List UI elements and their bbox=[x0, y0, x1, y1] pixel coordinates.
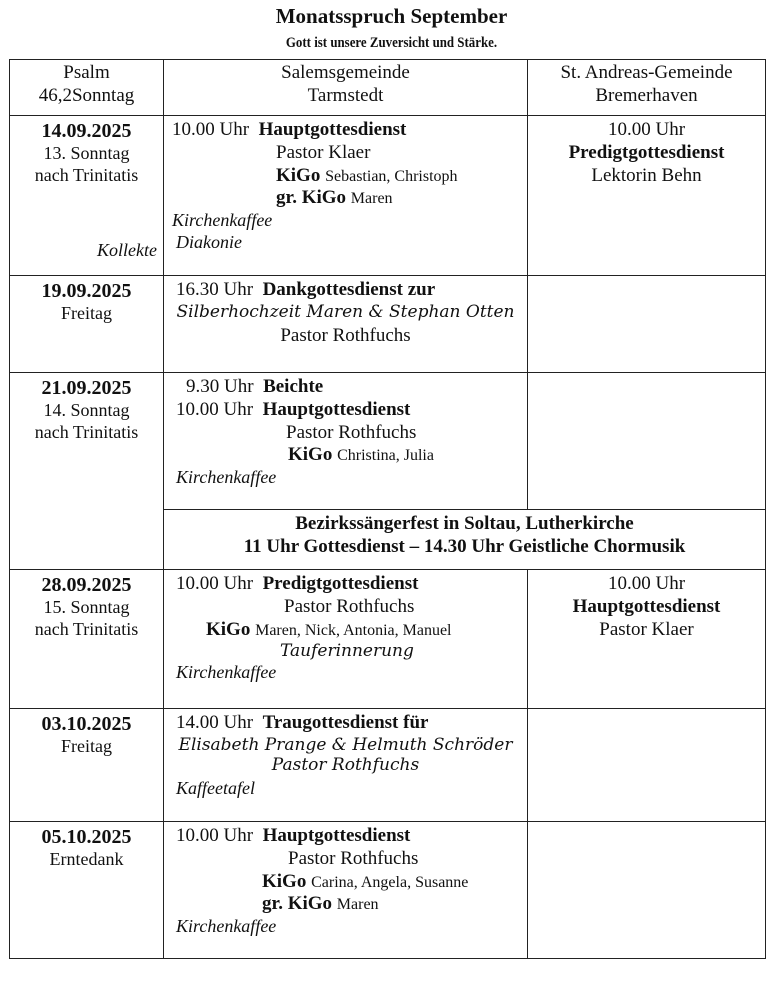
service-line bbox=[164, 709, 527, 735]
service-type-2: Hauptgottesdienst bbox=[262, 398, 411, 420]
table-row bbox=[10, 373, 766, 510]
gr-kigo-line bbox=[164, 187, 527, 210]
service-date: 21.09.2025 bbox=[41, 377, 132, 399]
day-label: Freitag bbox=[61, 303, 112, 323]
after-service-note: Kirchenkaffee bbox=[172, 210, 273, 231]
date-cell bbox=[10, 373, 164, 570]
service-line bbox=[164, 373, 527, 399]
day-label: 14. Sonntag bbox=[43, 400, 130, 420]
day-label-2: nach Trinitatis bbox=[34, 421, 139, 442]
table-row bbox=[10, 116, 766, 276]
after-service-note: Kirchenkaffee bbox=[176, 916, 277, 937]
kigo-label: KiGo bbox=[262, 870, 307, 892]
pastor: Pastor Rothfuchs bbox=[288, 847, 419, 869]
tarmstedt-cell bbox=[164, 570, 528, 709]
date-cell bbox=[10, 276, 164, 373]
service-line bbox=[164, 822, 527, 848]
table-row bbox=[10, 709, 766, 822]
service-line bbox=[164, 276, 527, 302]
event-line-1: Bezirkssängerfest in Soltau, Lutherkirche bbox=[295, 513, 634, 534]
collection-purpose: Diakonie bbox=[176, 231, 242, 252]
date-cell bbox=[10, 822, 164, 959]
tarmstedt-cell bbox=[164, 709, 528, 822]
date-cell bbox=[10, 570, 164, 709]
header-psalm-line2: 46,2Sonntag bbox=[38, 84, 135, 106]
pastor: Pastor Klaer bbox=[276, 141, 371, 163]
header-psalm-line1: Psalm bbox=[63, 62, 110, 83]
date-cell bbox=[10, 709, 164, 822]
kigo-label: KiGo bbox=[288, 444, 333, 466]
bremerhaven-cell bbox=[528, 709, 766, 822]
service-type: Predigtgottesdienst bbox=[262, 573, 419, 594]
tarmstedt-cell bbox=[164, 822, 528, 959]
bhv-service-time: 10.00 Uhr bbox=[607, 119, 686, 140]
table-row bbox=[10, 276, 766, 373]
service-type: Beichte bbox=[263, 376, 324, 397]
monthly-verse: Gott ist unsere Zuversicht und Stärke. bbox=[285, 35, 498, 51]
tarmstedt-cell bbox=[164, 276, 528, 373]
pastor: Pastor Rothfuchs bbox=[280, 325, 411, 347]
bremerhaven-cell bbox=[528, 822, 766, 959]
service-time-2: 10.00 Uhr bbox=[176, 398, 254, 420]
bhv-person: Pastor Klaer bbox=[599, 618, 694, 640]
service-detail: Silberhochzeit Maren & Stephan Otten bbox=[176, 301, 515, 322]
event-line-2: 11 Uhr Gottesdienst – 14.30 Uhr Geistliche Chormusik bbox=[243, 535, 686, 557]
service-type: Dankgottesdienst zur bbox=[262, 279, 436, 300]
service-time: 16.30 Uhr bbox=[176, 279, 254, 300]
day-label-2: nach Trinitatis bbox=[34, 618, 139, 639]
service-line-2 bbox=[164, 399, 527, 422]
service-line bbox=[164, 116, 527, 142]
kigo-line bbox=[164, 619, 527, 642]
after-service-note: Kaffeetafel bbox=[176, 777, 255, 798]
tarmstedt-cell bbox=[164, 116, 528, 276]
after-service-note: Kirchenkaffee bbox=[176, 467, 277, 488]
service-type: Hauptgottesdienst bbox=[258, 119, 407, 140]
pastor: Pastor Rothfuchs bbox=[271, 755, 420, 776]
day-label-2: nach Trinitatis bbox=[34, 164, 139, 185]
header-tarmstedt-line2: Tarmstedt bbox=[307, 84, 384, 106]
service-detail: Elisabeth Prange & Helmuth Schröder bbox=[178, 734, 513, 755]
extra-note: Tauferinnerung bbox=[280, 641, 414, 662]
service-time: 10.00 Uhr bbox=[176, 573, 254, 594]
header-bremerhaven bbox=[528, 60, 766, 116]
tarmstedt-cell bbox=[164, 373, 528, 510]
service-type: Hauptgottesdienst bbox=[262, 825, 411, 846]
gr-kigo-label: gr. KiGo bbox=[276, 187, 347, 209]
gr-kigo-line bbox=[164, 893, 527, 916]
service-time: 9.30 Uhr bbox=[186, 376, 254, 397]
service-time: 10.00 Uhr bbox=[176, 825, 254, 846]
service-date: 03.10.2025 bbox=[41, 713, 132, 735]
table-row bbox=[10, 570, 766, 709]
bhv-service-time: 10.00 Uhr bbox=[607, 573, 686, 594]
kollekte-label: Kollekte bbox=[97, 240, 157, 261]
service-time: 10.00 Uhr bbox=[172, 119, 250, 140]
table-row bbox=[10, 822, 766, 959]
kigo-label: KiGo bbox=[276, 164, 321, 186]
header-tarmstedt bbox=[164, 60, 528, 116]
day-label: 13. Sonntag bbox=[43, 143, 130, 163]
kigo-label: KiGo bbox=[206, 618, 251, 640]
pastor: Pastor Rothfuchs bbox=[284, 595, 415, 617]
gr-kigo-names: Maren bbox=[336, 896, 379, 914]
kigo-names: Sebastian, Christoph bbox=[325, 167, 458, 185]
bhv-service-type: Hauptgottesdienst bbox=[572, 595, 721, 617]
service-date: 05.10.2025 bbox=[41, 826, 132, 848]
service-date: 14.09.2025 bbox=[41, 120, 132, 142]
pastor: Pastor Rothfuchs bbox=[286, 421, 417, 443]
header-psalm bbox=[10, 60, 164, 116]
bremerhaven-cell bbox=[528, 570, 766, 709]
kigo-names: Maren, Nick, Antonia, Manuel bbox=[255, 621, 452, 639]
kigo-names: Christina, Julia bbox=[337, 447, 434, 465]
service-date: 19.09.2025 bbox=[41, 280, 132, 302]
header-tarmstedt-line1: Salemsgemeinde bbox=[281, 62, 410, 83]
service-line bbox=[164, 570, 527, 596]
service-time: 14.00 Uhr bbox=[176, 712, 254, 733]
event-cell bbox=[164, 510, 766, 570]
service-schedule-table bbox=[9, 59, 766, 959]
day-label: 15. Sonntag bbox=[43, 597, 130, 617]
after-service-note: Kirchenkaffee bbox=[176, 661, 277, 682]
gr-kigo-names: Maren bbox=[350, 190, 393, 208]
service-date: 28.09.2025 bbox=[41, 574, 132, 596]
day-label: Freitag bbox=[61, 736, 112, 756]
header-bremerhaven-line2: Bremerhaven bbox=[595, 84, 698, 106]
table-header-row bbox=[10, 60, 766, 116]
kigo-names: Carina, Angela, Susanne bbox=[311, 873, 469, 891]
service-type: Traugottesdienst für bbox=[262, 712, 429, 733]
bremerhaven-cell bbox=[528, 116, 766, 276]
page-title: Monatsspruch September bbox=[275, 4, 508, 28]
bremerhaven-cell bbox=[528, 373, 766, 510]
bhv-person: Lektorin Behn bbox=[591, 164, 702, 186]
day-label: Erntedank bbox=[49, 849, 124, 869]
kigo-line bbox=[164, 165, 527, 188]
header-bremerhaven-line1: St. Andreas-Gemeinde bbox=[560, 62, 733, 83]
bhv-service-type: Predigtgottesdienst bbox=[568, 141, 725, 163]
kigo-line bbox=[164, 444, 527, 467]
bremerhaven-cell bbox=[528, 276, 766, 373]
date-cell bbox=[10, 116, 164, 276]
kigo-line bbox=[164, 871, 527, 894]
gr-kigo-label: gr. KiGo bbox=[262, 893, 333, 915]
